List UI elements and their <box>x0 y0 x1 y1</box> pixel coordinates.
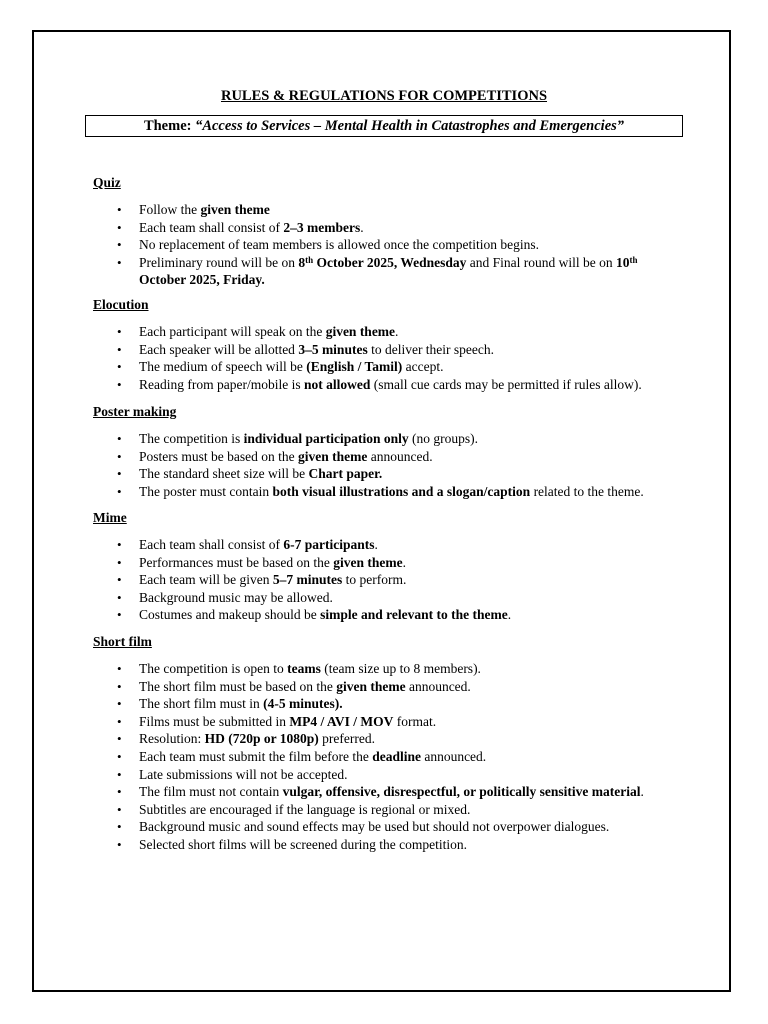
list-item: • Subtitles are encouraged if the language is regional or mixed. <box>117 801 471 817</box>
bullet-icon: • <box>117 713 122 729</box>
section-heading-mime: Mime <box>93 510 127 525</box>
short-film-rules-list <box>93 660 693 854</box>
document-title: RULES & REGULATIONS FOR COMPETITIONS <box>220 88 548 104</box>
list-item: • Each team shall consist of 6-7 participants. <box>117 537 378 552</box>
bullet-icon: • <box>117 448 122 464</box>
section-quiz <box>93 174 693 289</box>
list-item: • The competition is individual participation only (no groups). <box>117 431 479 446</box>
bullet-icon: • <box>117 324 122 339</box>
section-short-film <box>93 633 693 854</box>
bullet-icon: • <box>117 678 122 694</box>
list-item: • Each participant will speak on the given theme. <box>117 324 399 339</box>
list-item: • Films must be submitted in MP4 / AVI / MOV format. <box>117 713 437 729</box>
bullet-icon: • <box>117 766 122 782</box>
bullet-icon: • <box>117 202 122 217</box>
theme-box <box>85 115 683 137</box>
bullet-icon: • <box>117 237 122 253</box>
bullet-icon: • <box>117 731 122 747</box>
bullet-icon: • <box>117 819 122 835</box>
list-item: • Background music and sound effects may be used but should not overpower dialogues. <box>117 819 610 835</box>
bullet-icon: • <box>117 431 122 446</box>
section-heading-elocution: Elocution <box>93 297 149 312</box>
list-item: • Selected short films will be screened during the competition. <box>117 836 468 852</box>
list-item: • Resolution: HD (720p or 1080p) preferred. <box>117 731 375 747</box>
list-item: • The film must not contain vulgar, offensive, disrespectful, or politically sensitive material. <box>117 784 644 800</box>
list-item: • Late submissions will not be accepted. <box>117 766 348 782</box>
bullet-icon: • <box>117 483 122 499</box>
theme-text: “Access to Services – Mental Health in Catastrophes and Emergencies” <box>195 118 625 134</box>
section-heading-poster-making: Poster making <box>93 404 177 419</box>
section-heading-short-film: Short film <box>93 634 152 649</box>
bullet-icon: • <box>117 376 122 392</box>
list-item: • The medium of speech will be (English / Tamil) accept. <box>117 359 444 375</box>
quiz-rules-list <box>93 201 693 289</box>
list-item: • Preliminary round will be on 8th October 2025, Wednesday and Final round will be on 10th October 2025, Friday. <box>117 254 638 288</box>
bullet-icon: • <box>117 537 122 552</box>
bullet-icon: • <box>117 607 122 623</box>
list-item: • Reading from paper/mobile is not allowed (small cue cards may be permitted if rules allow). <box>117 376 642 392</box>
list-item: • Costumes and makeup should be simple and relevant to the theme. <box>117 607 512 623</box>
section-heading-quiz: Quiz <box>93 175 121 190</box>
elocution-rules-list <box>93 323 693 393</box>
bullet-icon: • <box>117 589 122 605</box>
list-item: • Performances must be based on the given theme. <box>117 554 406 570</box>
theme-label: Theme: <box>143 118 196 134</box>
bullet-icon: • <box>117 466 122 482</box>
bullet-icon: • <box>117 254 122 270</box>
list-item: • The standard sheet size will be Chart paper. <box>117 466 383 482</box>
list-item: • Each team must submit the film before the deadline announced. <box>117 748 487 764</box>
bullet-icon: • <box>117 748 122 764</box>
list-item: • Each team shall consist of 2–3 members. <box>117 219 364 235</box>
bullet-icon: • <box>117 219 122 235</box>
mime-rules-list <box>93 536 693 624</box>
list-item: • Follow the given theme <box>117 202 270 217</box>
list-item: • Each speaker will be allotted 3–5 minutes to deliver their speech. <box>117 341 495 357</box>
bullet-icon: • <box>117 784 122 800</box>
bullet-icon: • <box>117 554 122 570</box>
poster-rules-list <box>93 430 693 500</box>
bullet-icon: • <box>117 696 122 712</box>
list-item: • Each team will be given 5–7 minutes to perform. <box>117 572 407 588</box>
list-item: • The poster must contain both visual illustrations and a slogan/caption related to the theme. <box>117 483 644 499</box>
list-item: • The short film must in (4-5 minutes). <box>117 696 343 712</box>
list-item: • Posters must be based on the given theme announced. <box>117 448 433 464</box>
section-elocution <box>93 296 693 393</box>
section-poster-making <box>93 403 693 500</box>
list-item: • The competition is open to teams (team size up to 8 members). <box>117 661 481 676</box>
bullet-icon: • <box>117 661 122 676</box>
bullet-icon: • <box>117 341 122 357</box>
list-item: • Background music may be allowed. <box>117 589 333 605</box>
bullet-icon: • <box>117 572 122 588</box>
section-mime <box>93 509 693 624</box>
bullet-icon: • <box>117 836 122 852</box>
bullet-icon: • <box>117 801 122 817</box>
bullet-icon: • <box>117 359 122 375</box>
list-item: • The short film must be based on the given theme announced. <box>117 678 471 694</box>
list-item: • No replacement of team members is allowed once the competition begins. <box>117 237 539 253</box>
